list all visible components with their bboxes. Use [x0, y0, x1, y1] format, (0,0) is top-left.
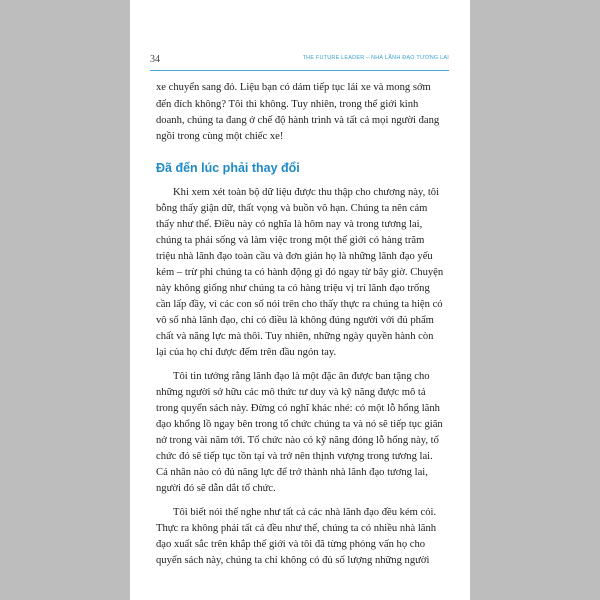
text-line: Tôi biết nói thế nghe như tất cả các nhà lãnh đạo đều kém cỏi.	[173, 507, 437, 518]
text-line: người đó sẽ dẫn dắt tổ chức.	[156, 483, 276, 494]
text-line: xe chuyển sang đỏ. Liệu bạn có dám tiếp tục lái xe và mong sớm	[156, 82, 431, 93]
section-heading: Đã đến lúc phải thay đổi	[156, 161, 300, 175]
text-line: doanh, chúng ta đang ở chế độ hành trình và tất cả mọi người đang	[156, 115, 440, 126]
text-line: kém – trừ phi chúng ta có hành động gì đó ngay từ bây giờ. Chuyện	[156, 267, 444, 278]
text-line: đến đích không? Tôi thì không. Tuy nhiên, trong thế giới kinh	[156, 99, 419, 110]
text-line: quyển sách này, chúng ta chỉ không có đủ số lượng những người	[156, 555, 430, 566]
page-header	[150, 54, 449, 66]
text-line: bỗng thấy giận dữ, thất vọng và buồn vô hạn. Chúng ta nên cảm	[156, 203, 428, 214]
text-line: này không giống như chúng ta có hàng triệu vị trí lãnh đạo trống	[156, 283, 430, 294]
text-line: chất và năng lực mà thôi. Tuy nhiên, những ngày quyền hành còn	[156, 331, 434, 342]
running-head: THE FUTURE LEADER – NHÀ LÃNH ĐẠO TƯƠNG LAI	[302, 55, 449, 61]
text-line: chức đó sẽ tiếp tục tồn tại và trở nên thịnh vượng trong tương lai.	[156, 451, 433, 462]
text-line: Thực ra không phải tất cả đều như thế, chúng ta có nhiều nhà lãnh	[156, 523, 437, 534]
text-line: Khi xem xét toàn bộ dữ liệu được thu thập cho chương này, tôi	[173, 187, 440, 198]
text-line: Cá nhân nào có đủ năng lực để trở thành nhà lãnh đạo tương lai,	[156, 467, 428, 478]
left-background-band	[0, 0, 130, 600]
page-number: 34	[150, 54, 160, 65]
text-line: triệu nhà lãnh đạo toàn cầu và đơn giản họ là những lãnh đạo yếu	[156, 251, 433, 262]
text-line: những người sở hữu các mô thức tư duy và kỹ năng được mô tả	[156, 387, 426, 398]
header-rule	[150, 70, 449, 71]
text-line: lại của họ chỉ được đếm trên đầu ngón tay.	[156, 347, 337, 358]
text-line: đạo khổng lồ ngay bên trong tổ chức chúng ta và nó sẽ tiếp tục giãn	[156, 419, 443, 430]
right-background-band	[470, 0, 600, 600]
text-line: trong quyển sách này. Đừng có nghĩ khác nhé: có một lỗ hổng lãnh	[156, 403, 440, 414]
text-line: chúng ta phải sống và làm việc trong một thế giới có hàng trăm	[156, 235, 425, 246]
text-line: vô số nhà lãnh đạo, chỉ có điều là không đúng người với đủ phẩm	[156, 315, 434, 326]
text-line: đạo xuất sắc trên khắp thế giới và tôi đã từng phỏng vấn họ cho	[156, 539, 426, 550]
book-page	[130, 0, 470, 600]
text-line: nở trong vài năm tới. Tổ chức nào có kỹ năng đóng lỗ hổng này, tổ	[156, 435, 439, 446]
text-line: Tôi tin tưởng rằng lãnh đạo là một đặc ân được ban tặng cho	[173, 371, 430, 382]
text-line: cần lấp đầy, vì các con số nói trên cho thấy thực ra chúng ta hiện có	[156, 299, 443, 310]
text-line: thấy như thế. Điều này có nghĩa là hôm nay và trong tương lai,	[156, 219, 423, 230]
text-line: ngồi trong cùng một chiếc xe!	[156, 131, 284, 142]
